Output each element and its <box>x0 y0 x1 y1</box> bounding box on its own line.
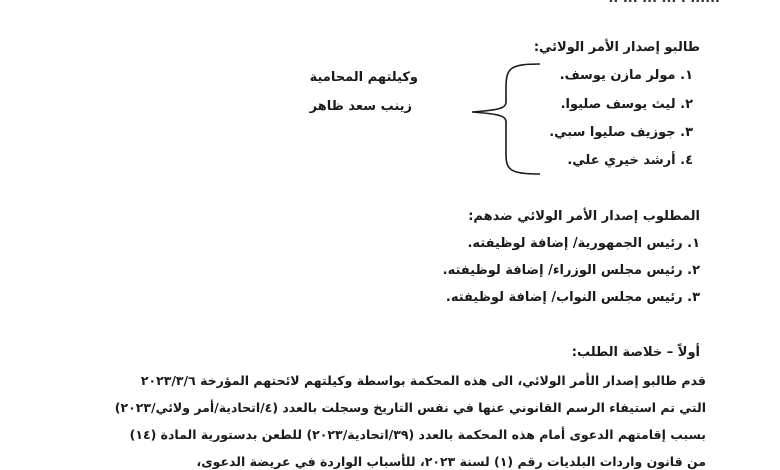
summary-line-1: قدم طالبو إصدار الأمر الولائي، الى هذه المحكمة بواسطة وكيلتهم لائحتهم المؤرخة ٢٠٢٣/٣/٦ <box>140 373 706 388</box>
summary-line-2: التي تم استيفاء الرسم القانوني عنها في نفس التاريخ وسجلت بالعدد (٤/اتحادية/أمر ولائي/٢٠٢٣) <box>114 400 706 415</box>
summary-line-4: من قانون واردات البلديات رقم (١) لسنة ٢٠٢٣، للأسباب الواردة في عريضة الدعوى، <box>196 454 706 469</box>
summary-line-3: بسبب إقامتهم الدعوى أمام هذه المحكمة بالعدد (٣٩/اتحادية/٢٠٢٣) للطعن بدستورية المادة (١٤) <box>129 427 706 442</box>
petitioner-item-1: ١. مولر مازن يوسف. <box>559 68 693 83</box>
respondent-item-2: ٢. رئيس مجلس الوزراء/ إضافة لوظيفته. <box>442 263 700 278</box>
cropped-top-line <box>608 0 720 6</box>
petitioners-heading: طالبو إصدار الأمر الولائي: <box>533 40 700 55</box>
petitioner-item-2: ٢. ليث يوسف صليوا. <box>560 97 693 112</box>
summary-heading: أولاً – خلاصة الطلب: <box>571 345 700 360</box>
petitioner-item-4: ٤. أرشد خيري علي. <box>567 153 693 168</box>
respondents-heading: المطلوب إصدار الأمر الولائي ضدهم: <box>468 209 700 224</box>
grouping-brace-icon <box>470 58 542 178</box>
respondent-item-1: ١. رئيس الجمهورية/ إضافة لوظيفته. <box>467 236 700 251</box>
agent-name: زينب سعد ظاهر <box>309 99 412 114</box>
petitioner-item-3: ٣. جوزيف صليوا سبي. <box>549 125 693 140</box>
respondent-item-3: ٣. رئيس مجلس النواب/ إضافة لوظيفته. <box>445 290 700 305</box>
agent-label: وكيلتهم المحامية <box>309 70 418 85</box>
